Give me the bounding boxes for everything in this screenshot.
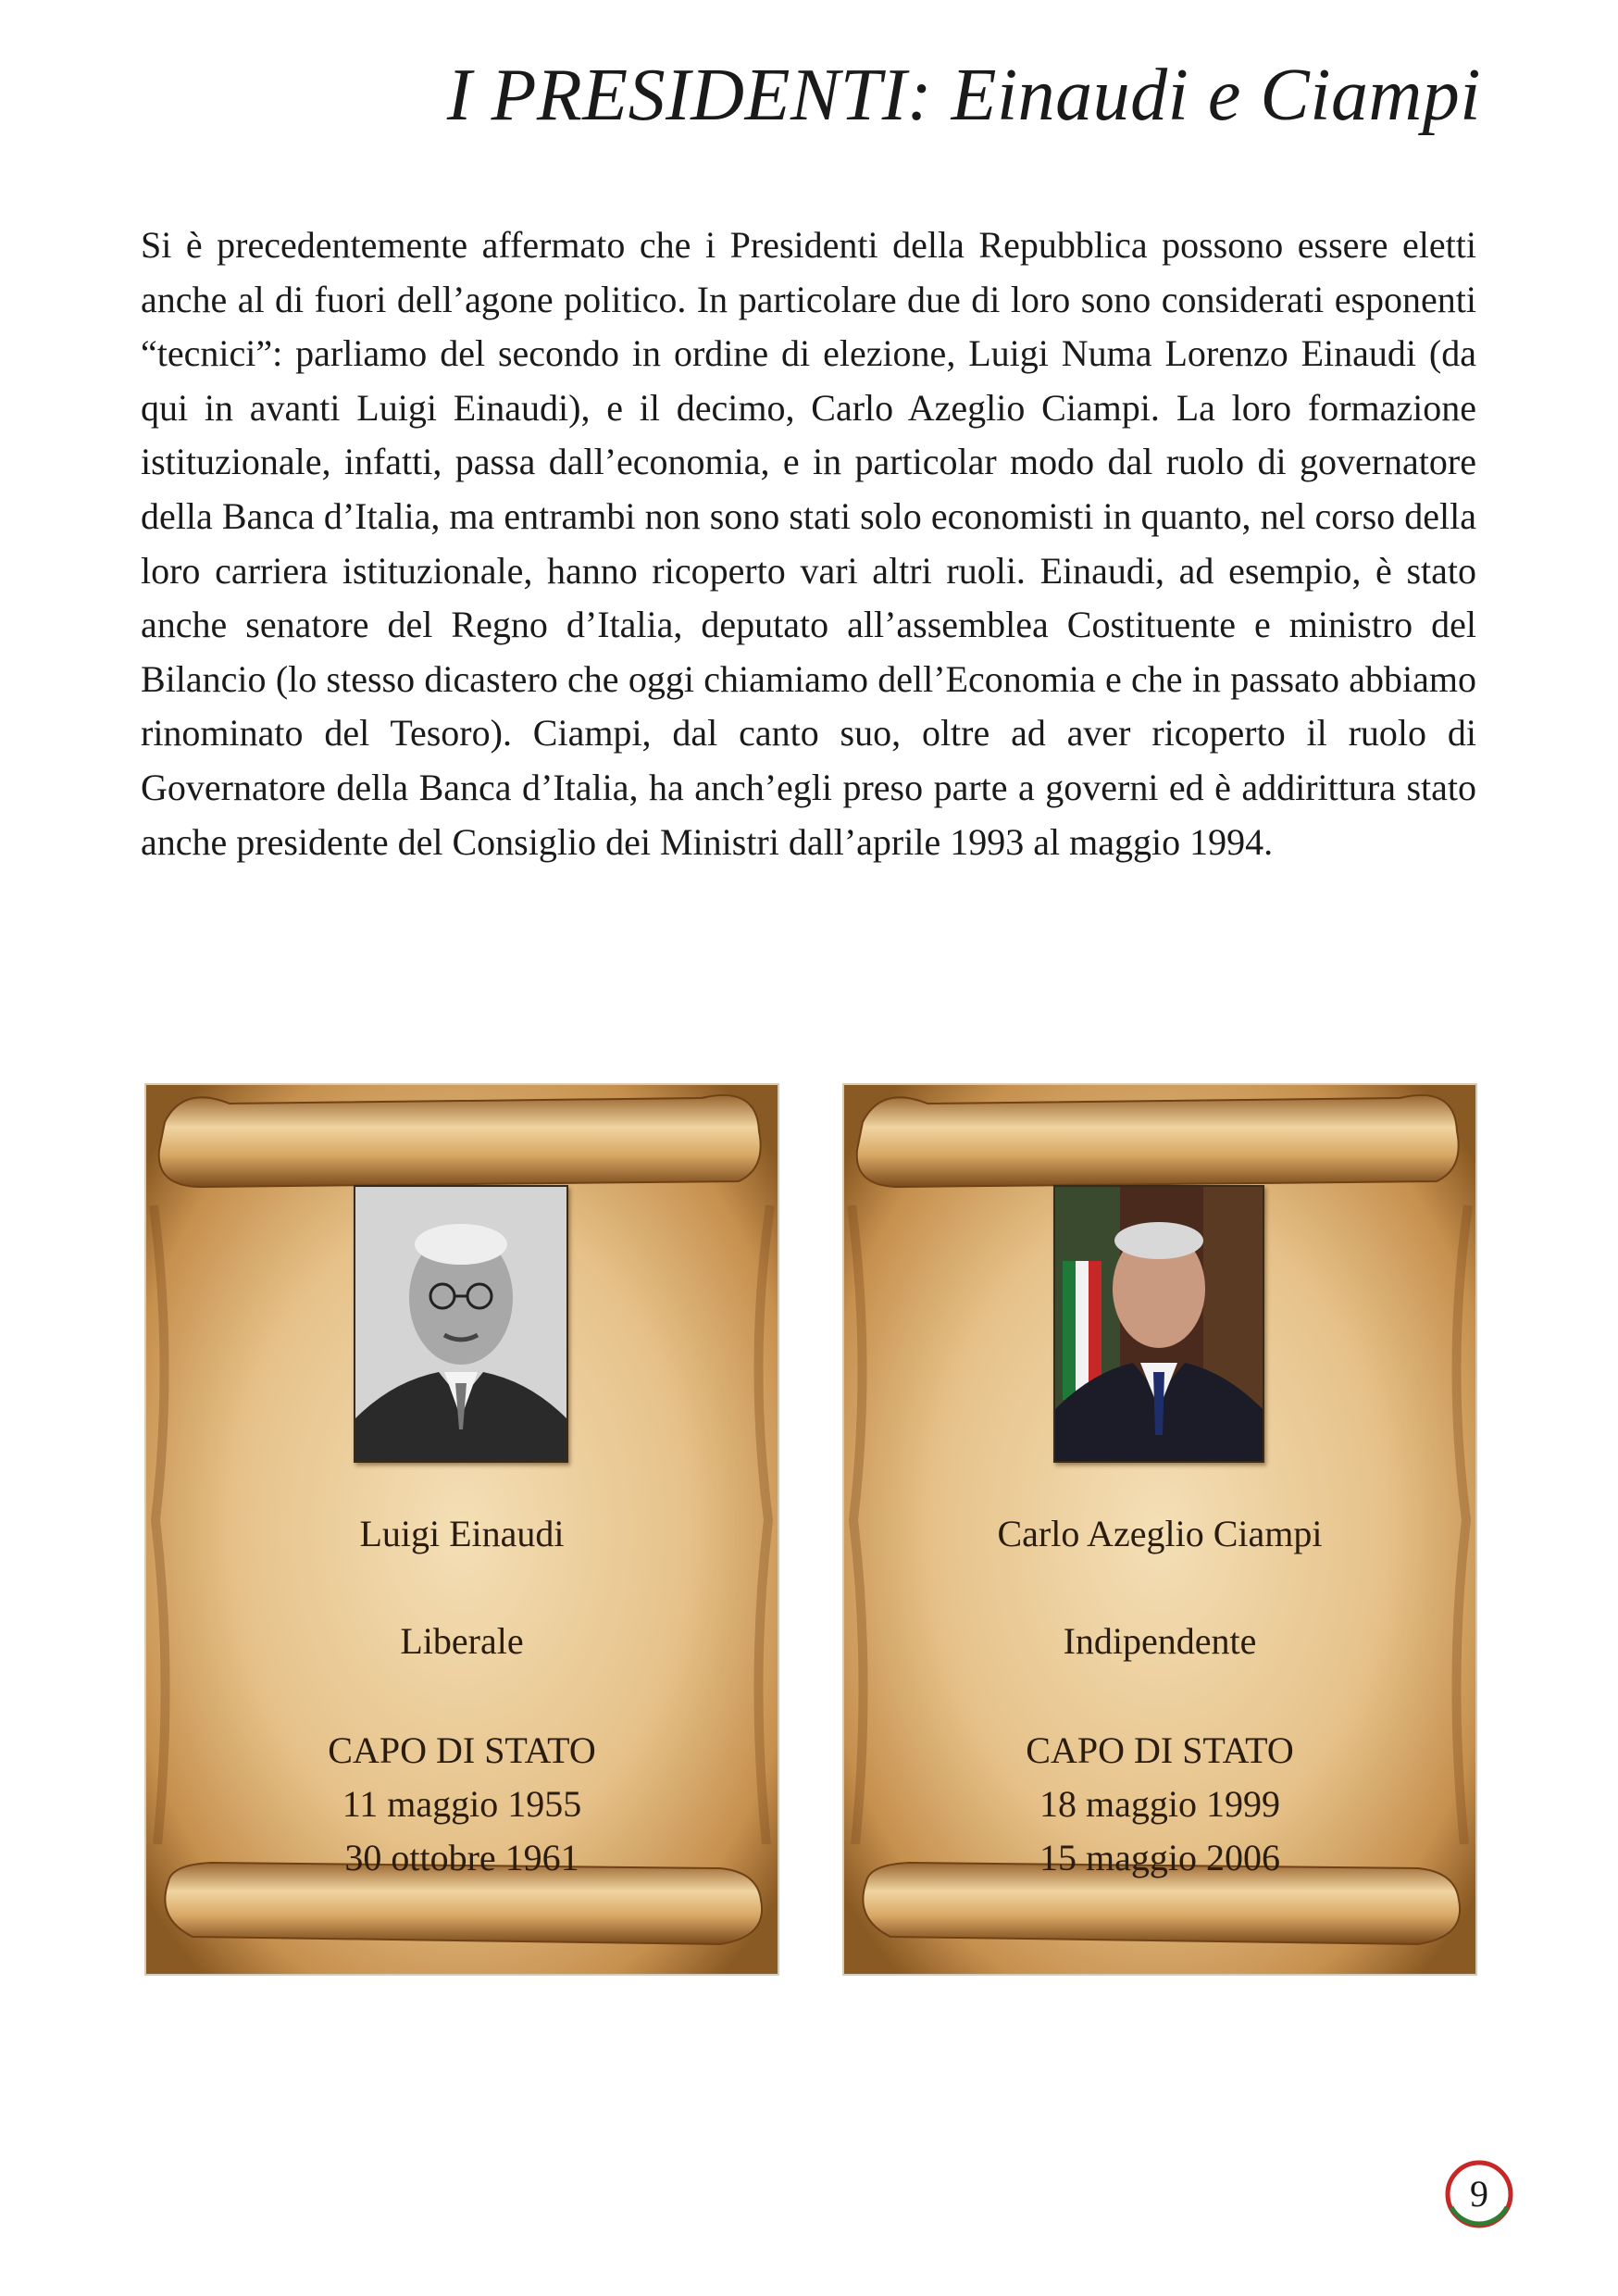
president-card-einaudi [146, 1085, 778, 1974]
term-end-date: 30 ottobre 1961 [344, 1837, 579, 1878]
president-party: Indipendente [1063, 1620, 1257, 1662]
president-party: Liberale [400, 1620, 524, 1662]
president-name: Carlo Azeglio Ciampi [997, 1513, 1323, 1554]
term-start-date: 18 maggio 1999 [1039, 1783, 1280, 1825]
president-name: Luigi Einaudi [359, 1513, 565, 1554]
president-role: CAPO DI STATO [328, 1729, 596, 1771]
page-number: 9 [1470, 2173, 1488, 2215]
portrait-ciampi-image [1053, 1185, 1264, 1463]
body-paragraph: Si è precedentemente affermato che i Presidenti della Repubblica possono essere eletti anche al di fuori dell’agone politico. In particolare due di loro sono considerati esponenti “tecnici”: parliamo del secondo in ordine di elezione, Luigi Numa Lorenzo Einaudi (da qui in avanti Luigi Einaudi), e il decimo, Carlo Azeglio Ciampi. La loro formazione istituzionale, infatti, passa dall’economia, e in particolar modo dal ruolo di governatore della Banca d’Italia, ma entrambi non sono stati solo economisti in quanto, nel corso della loro carriera istituzionale, hanno ricoperto vari altri ruoli. Einaudi, ad esempio, è stato anche senatore del Regno d’Italia, deputato all’assemblea Costituente e ministro del Bilancio (lo stesso dicastero che oggi chiamiamo dell’Economia e che in passato abbiamo rinominato del Tesoro). Ciampi, dal canto suo, oltre ad aver ricoperto il ruolo di Governatore della Banca d’Italia, ha anch’egli preso parte a governi ed è addirittura stato anche presidente del Consiglio dei Ministri dall’aprile 1993 al maggio 1994. [141, 224, 1476, 863]
term-end-date: 15 maggio 2006 [1039, 1837, 1280, 1878]
page-title: I PRESIDENTI: Einaudi e Ciampi [446, 55, 1481, 136]
portrait-einaudi-image [354, 1185, 568, 1463]
term-start-date: 11 maggio 1955 [342, 1783, 582, 1825]
president-card-ciampi [844, 1085, 1475, 1974]
page-number-badge [1444, 2159, 1514, 2229]
president-role: CAPO DI STATO [1026, 1729, 1294, 1771]
